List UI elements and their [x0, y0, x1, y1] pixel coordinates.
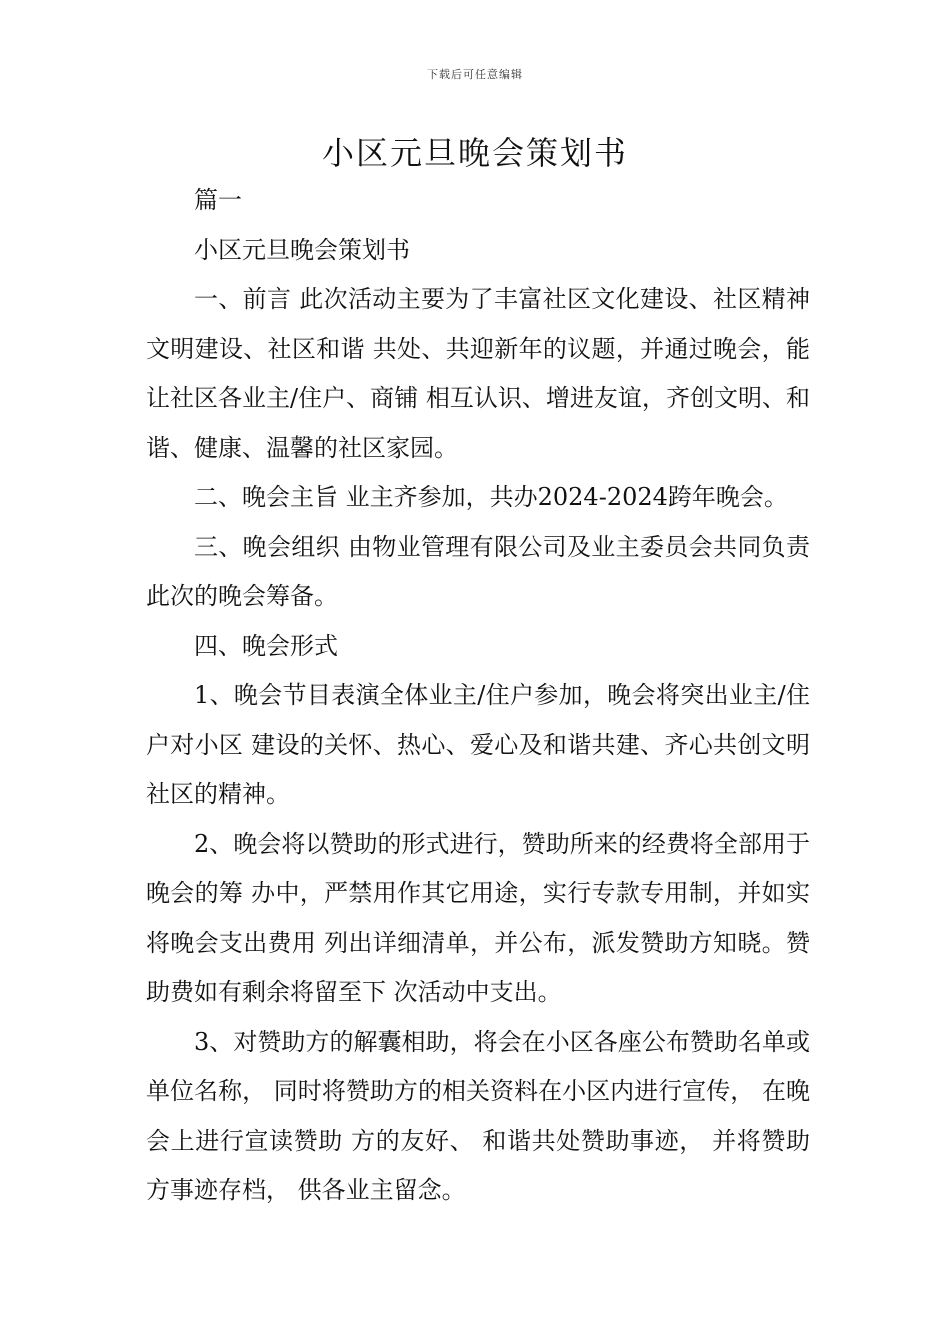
document-title: 小区元旦晚会策划书: [321, 134, 628, 172]
document-body: [146, 176, 810, 1216]
format-item-1: 1、晚会节目表演全体业主/住户参加，晚会将突出业主/住户对小区 建设的关怀、热心、爱心及和谐共建、齐心共创文明社区的精神。: [146, 681, 810, 808]
format-heading: 四、晚会形式: [194, 631, 338, 660]
preface-paragraph: 一、前言 此次活动主要为了丰富社区文化建设、社区精神文明建设、社区和谐 共处、共迎新年的议题，并通过晚会，能让社区各业主/住户、商铺 相互认识、增进友谊，齐创文明、和谐、健康、温馨的社区家园。: [146, 285, 810, 462]
theme-paragraph: 二、晚会主旨 业主齐参加，共办2024-2024跨年晚会。: [194, 483, 788, 511]
subtitle-paragraph: 小区元旦晚会策划书: [194, 235, 410, 264]
format-item-2: 2、晚会将以赞助的形式进行，赞助所来的经费将全部用于晚会的筹 办中，严禁用作其它用途，实行专款专用制，并如实将晚会支出费用 列出详细清单，并公布，派发赞助方知晓。赞助费如有剩余将留至下 次活动中支出。: [146, 829, 810, 1006]
organization-paragraph: 三、晚会组织 由物业管理有限公司及业主委员会共同负责此次的晚会筹备。: [146, 532, 810, 610]
header-note: 下载后可任意编辑: [427, 68, 523, 81]
format-item-3: 3、对赞助方的解囊相助，将会在小区各座公布赞助名单或单位名称， 同时将赞助方的相关资料在小区内进行宣传， 在晚会上进行宣读赞助 方的友好、 和谐共处赞助事迹， 并将赞助方事迹存档， 供各业主留念。: [146, 1027, 810, 1204]
section-label: 篇一: [194, 186, 242, 214]
